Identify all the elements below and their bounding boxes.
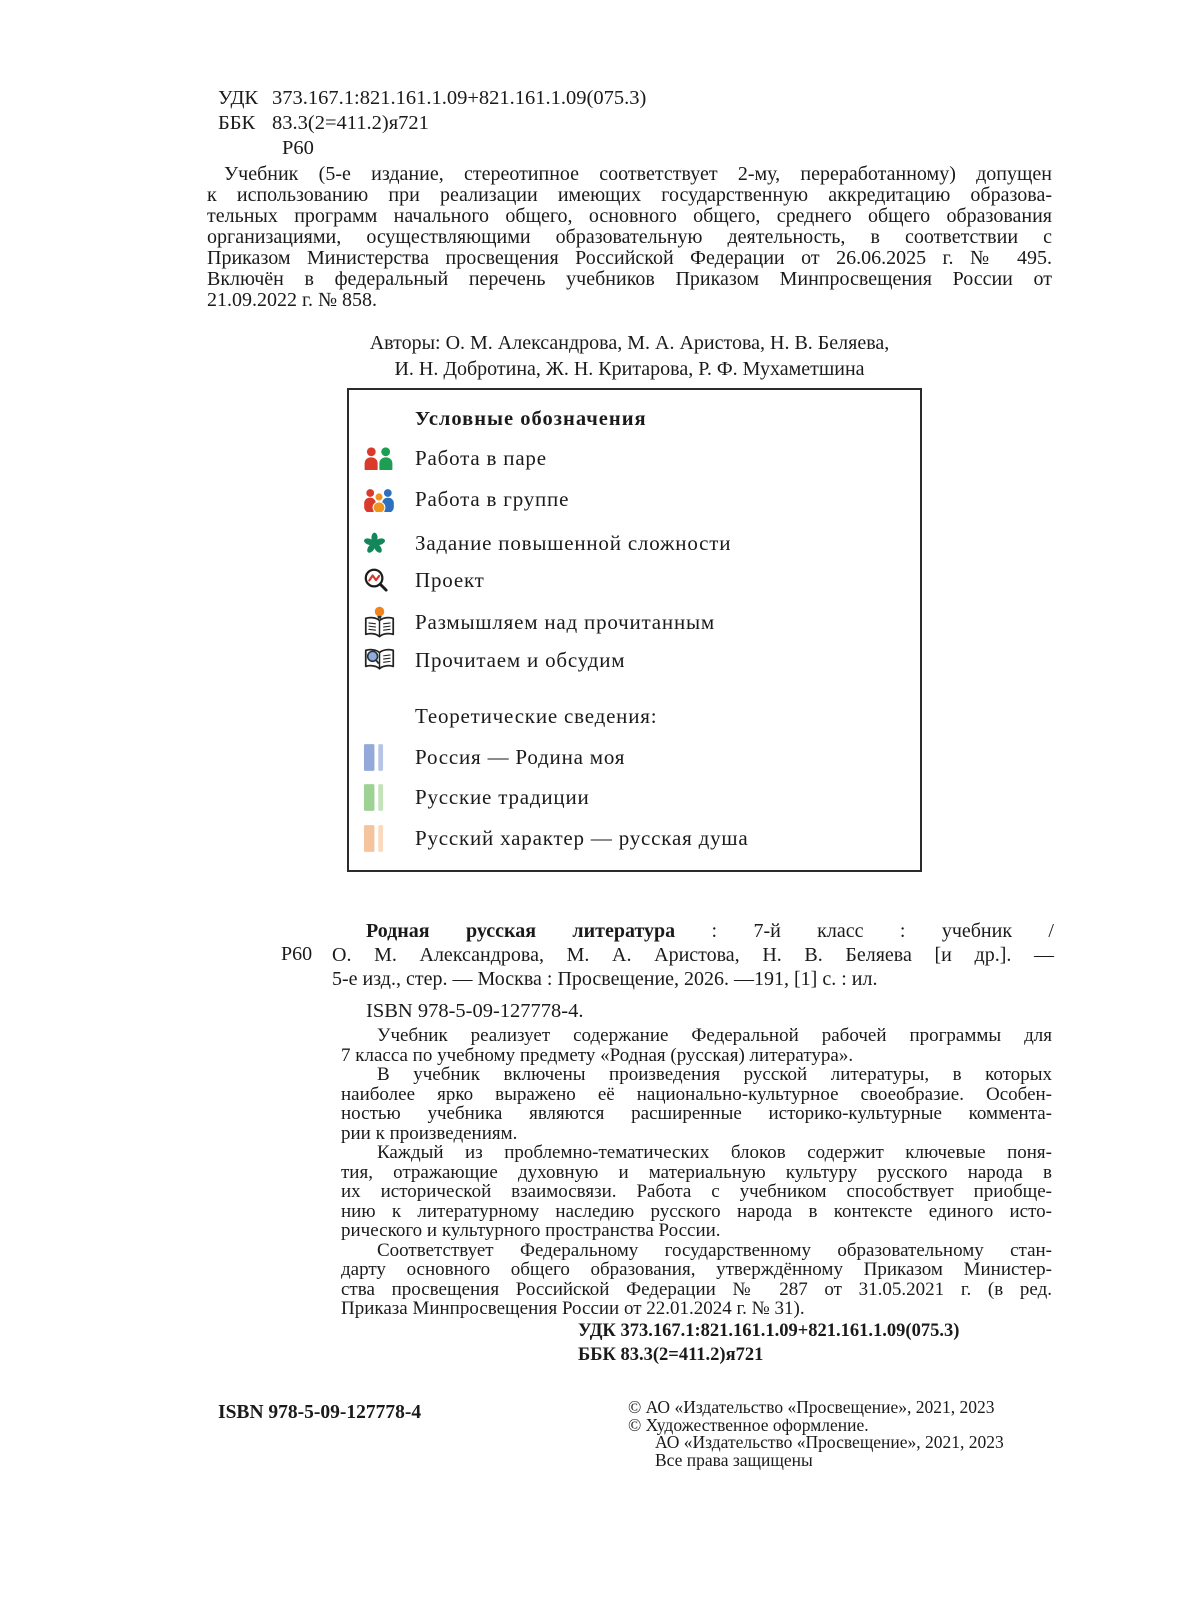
reflect-on-reading-icon [363,606,407,638]
annotation-line: В учебник включены произведения русской литературы, в которых [377,1064,1052,1085]
bottom-udk: УДК 373.167.1:821.161.1.09+821.161.1.09(075.3) [578,1321,960,1341]
bottom-bbk: ББК 83.3(2=411.2)я721 [578,1344,764,1365]
annotation-line: нию к литературному наследию русского народа в контексте единого исто- [341,1200,1052,1222]
copyright-line: © АО «Издательство «Просвещение», 2021, 2023 [628,1397,995,1417]
group-work-icon [363,487,407,512]
theory-marker-russia-icon [363,743,407,772]
legend-item-advanced-task [363,526,731,560]
bbk-value: 83.3(2=411.2)я721 [272,112,429,134]
annotation-line: Учебник реализует содержание Федеральной рабочей программы для [377,1025,1052,1046]
udk-value: 373.167.1:821.161.1.09+821.161.1.09(075.3) [272,87,647,109]
legend-theory-item-traditions [363,780,590,814]
pair-work-icon [363,447,407,470]
annotation-line: их исторической взаимосвязи. Работа с учебником способствует приобще- [341,1181,1052,1202]
copyright-line: Все права защищены [655,1449,813,1470]
top-codes-block [218,86,646,161]
bib-entry [332,919,1054,991]
admission-paragraph [207,164,1052,311]
advanced-task-icon [363,532,407,555]
admission-line: к использованию при реализации имеющих государственную аккредитацию образова- [207,184,1052,206]
isbn-mid: ISBN 978-5-09-127778-4. [366,1000,584,1022]
legend-theory-label: Русский характер — русская душа [415,825,749,850]
legend-title: Условные обозначения [415,408,647,430]
authors-line: Авторы: О. М. Александрова, М. А. Аристова, Н. В. Беляева, [369,332,890,354]
legend-theory-title: Теоретические сведения: [415,704,658,728]
bbk-label: ББК [218,112,256,134]
admission-line: Приказом Министерства просвещения Российской Федерации от 26.06.2025 г. № 495. [207,247,1052,269]
author-sign: Р60 [282,137,314,159]
admission-line: тельных программ начального общего, основного общего, среднего общего образования [207,205,1052,227]
read-and-discuss-icon [363,646,407,674]
authors-line: И. Н. Добротина, Ж. Н. Критарова, Р. Ф. Мухаметшина [394,358,865,380]
annotation-line: рии к произведениям. [341,1122,518,1144]
footer-isbn: ISBN 978-5-09-127778-4 [218,1402,422,1423]
annotation-line: рического и культурного пространства России. [341,1220,721,1241]
bib-author-sign: Р60 [281,943,313,965]
legend-item-read-discuss [363,643,625,677]
copyright-line: АО «Издательство «Просвещение», 2021, 2023 [655,1432,1004,1452]
annotation-line: наиболее ярко выражено её национально-культурное своеобразие. Особен- [341,1083,1052,1105]
legend-item-label: Работа в паре [415,445,547,470]
annotation-line: ностью учебника являются расширенные историко-культурные коммента- [341,1103,1052,1124]
admission-line: Включён в федеральный перечень учебников Приказом Минпросвещения России от [207,268,1052,290]
annotation-line: Приказа Минпросвещения России от 22.01.2024 г. № 31). [341,1298,805,1319]
admission-line: 21.09.2022 г. № 858. [207,289,378,311]
bib-title-rest: : 7-й класс : учебник / [711,920,1054,942]
legend-item-label: Прочитаем и обсудим [415,647,626,672]
legend-theory-item-character [363,821,749,855]
bib-line: 5-е изд., стер. — Москва : Просвещение, 2026. —191, [1] с. : ил. [332,968,878,990]
udk-line [218,86,646,111]
legend-item-label: Размышляем над прочитанным [415,609,715,634]
annotation-line: ства просвещения Российской Федерации № 287 от 31.05.2021 г. (в ред. [341,1278,1052,1300]
legend-item-project [363,563,485,597]
annotation-line: Соответствует Федеральному государственному образовательному стан- [377,1239,1052,1261]
bottom-codes-block [578,1320,959,1367]
theory-marker-traditions-icon [363,783,407,812]
copyright-line: © Художественное оформление. [628,1414,869,1435]
bib-line: О. М. Александрова, М. А. Аристова, Н. В. Беляева [и др.]. — [332,944,1054,966]
bib-line-title [332,919,1054,943]
udk-label: УДК [218,87,259,109]
admission-line: Учебник (5-е издание, стереотипное соответствует 2-му, переработанному) допущен [224,163,1052,185]
annotation-line: тия, отражающие духовную и материальную культуру русского народа в [341,1161,1052,1183]
legend-item-reflect [363,605,715,639]
legend-item-label: Работа в группе [415,486,570,511]
legend-item-group-work [363,482,569,516]
authors-block [207,330,1052,382]
annotation-line: дарту основного общего образования, утверждённому Приказом Министер- [341,1259,1052,1280]
legend-item-label: Проект [415,567,485,592]
annotation-line: Каждый из проблемно-тематических блоков содержит ключевые поня- [377,1142,1052,1163]
project-icon [363,567,407,593]
legend-theory-label: Россия — Родина моя [415,744,626,769]
legend-box [347,388,922,872]
legend-item-pair-work [363,441,547,475]
bib-title: Родная русская литература [366,920,676,942]
annotation-block [341,1026,1052,1319]
theory-marker-character-icon [363,824,407,853]
legend-item-label: Задание повышенной сложности [415,530,732,555]
legend-theory-item-russia [363,740,625,774]
legend-theory-label: Русские традиции [415,784,590,809]
bbk-line [218,111,646,136]
admission-line: организациями, осуществляющими образовательную деятельность, в соответствии с [207,226,1052,248]
annotation-line: 7 класса по учебному предмету «Родная (русская) литература». [341,1044,854,1066]
copyright-block [628,1399,1004,1469]
